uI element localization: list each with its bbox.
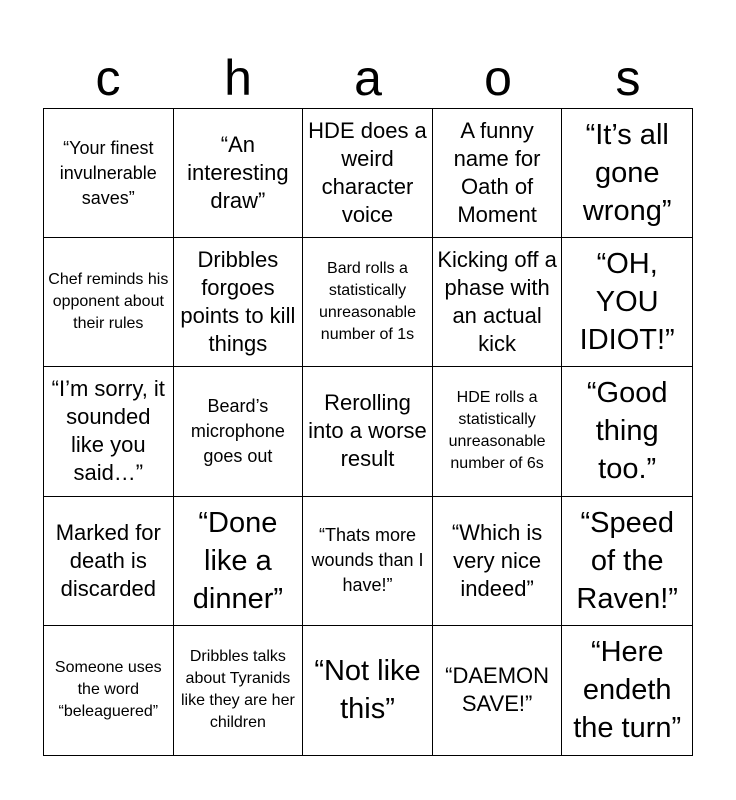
bingo-cell[interactable]: Beard’s microphone goes out (174, 367, 304, 496)
bingo-cell[interactable]: A funny name for Oath of Moment (433, 109, 563, 238)
bingo-cell[interactable]: Marked for death is discarded (44, 497, 174, 626)
bingo-cell[interactable]: Rerolling into a worse result (303, 367, 433, 496)
bingo-cell[interactable]: “Which is very nice indeed” (433, 497, 563, 626)
bingo-cell[interactable]: “Good thing too.” (562, 367, 692, 496)
bingo-cell[interactable]: “It’s all gone wrong” (562, 109, 692, 238)
bingo-cell[interactable]: Bard rolls a statistically unreasonable number of 1s (303, 238, 433, 367)
bingo-cell[interactable]: Chef reminds his opponent about their rules (44, 238, 174, 367)
bingo-cell[interactable]: “Here endeth the turn” (573, 636, 682, 745)
title-letter-c: c (95, 50, 121, 106)
bingo-cell[interactable]: Kicking off a phase with an actual kick (433, 238, 563, 367)
bingo-cell[interactable]: “Speed of the Raven!” (562, 497, 692, 626)
bingo-cell[interactable]: HDE does a weird character voice (303, 109, 433, 238)
bingo-cell[interactable]: “Your finest invulnerable saves” (44, 109, 174, 238)
title-letter-o: o (484, 50, 512, 106)
title-letter-s: s (615, 50, 641, 106)
bingo-cell[interactable]: HDE rolls a statistically unreasonable number of 6s (433, 367, 563, 496)
title-letter-a: a (354, 50, 382, 106)
bingo-cell[interactable]: “OH, YOU IDIOT!” (562, 238, 692, 367)
bingo-cell[interactable]: “DAEMON SAVE!” (433, 626, 563, 755)
bingo-cell[interactable]: Someone uses the word “beleaguered” (44, 626, 174, 755)
bingo-cell[interactable]: “Done like a dinner” (174, 497, 304, 626)
bingo-cell[interactable]: Dribbles talks about Tyranids like they are her children (174, 626, 304, 755)
bingo-card-grid (43, 108, 693, 756)
title-letter-h: h (224, 50, 252, 106)
bingo-cell[interactable]: “An interesting draw” (174, 109, 304, 238)
bingo-title (43, 48, 693, 108)
bingo-cell[interactable]: Dribbles forgoes points to kill things (174, 238, 304, 367)
bingo-cell[interactable]: “I’m sorry, it sounded like you said…” (44, 367, 174, 496)
bingo-cell[interactable]: “Thats more wounds than I have!” (303, 497, 433, 626)
bingo-cell[interactable]: “Not like this” (303, 626, 433, 755)
